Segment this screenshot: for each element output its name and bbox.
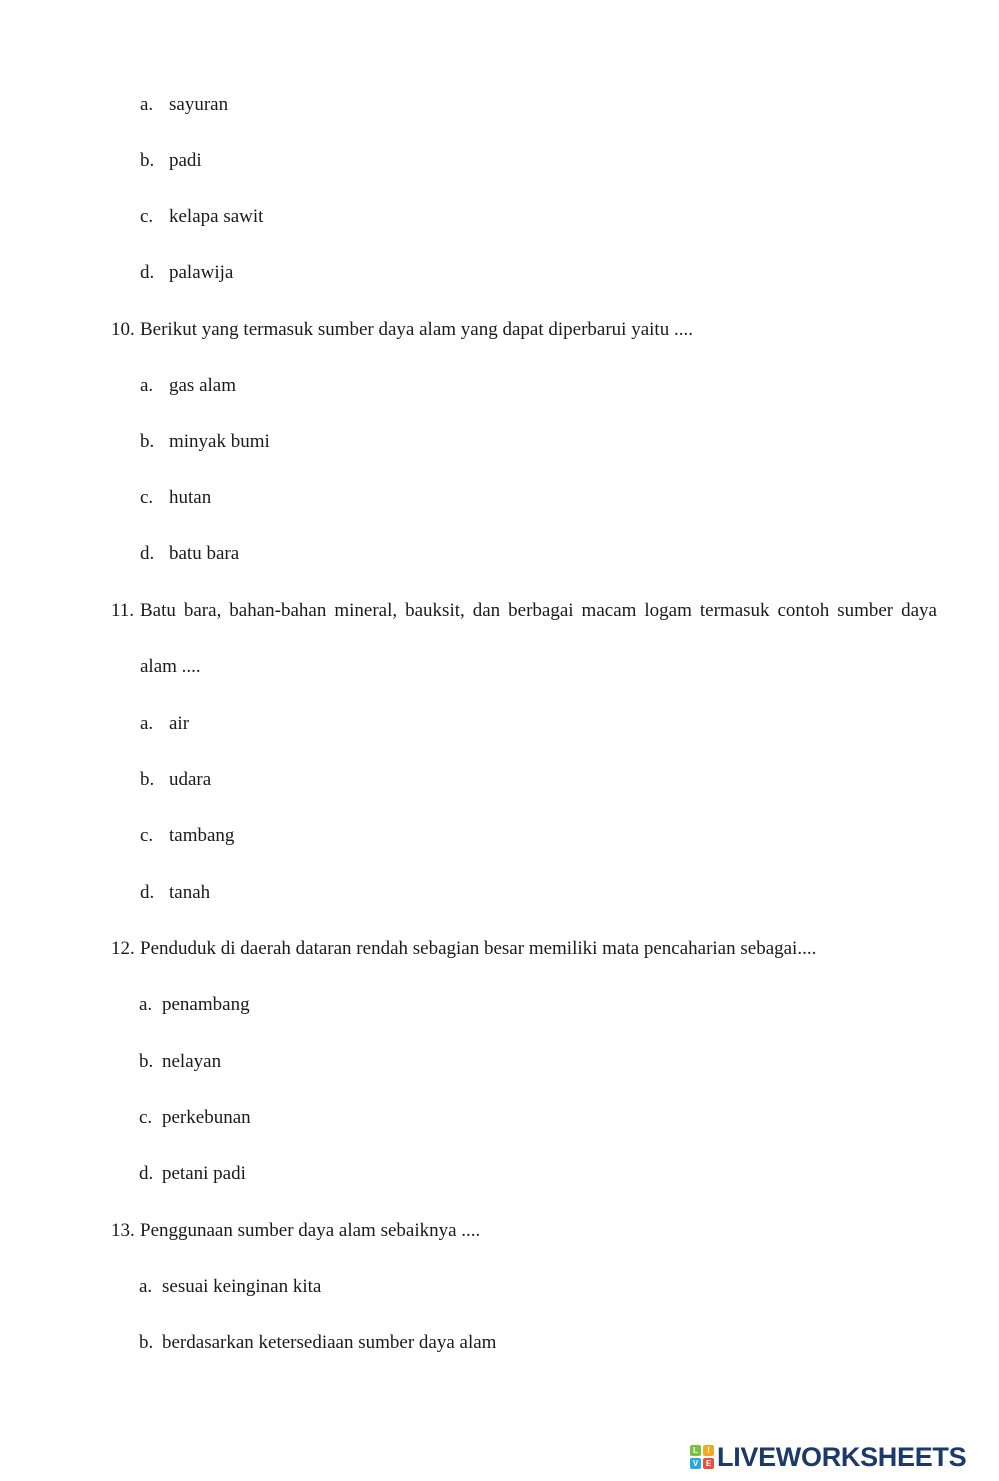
question-number: 12. [111,938,135,959]
option-q9-c[interactable] [140,206,263,228]
option-text: nelayan [162,1051,222,1072]
liveworksheets-logo-text: LIVEWORKSHEETS [717,1441,967,1472]
option-q10-d[interactable] [140,543,239,565]
option-text: hutan [169,487,212,508]
option-text: sayuran [169,94,229,115]
option-text: batu bara [169,543,240,564]
logo-tile: E [703,1458,714,1469]
option-q12-d[interactable] [139,1163,246,1185]
option-text: palawija [169,262,234,283]
option-q11-b[interactable] [140,769,211,791]
option-letter: b. [139,1332,154,1353]
option-letter: b. [140,769,155,790]
option-text: petani padi [162,1163,246,1184]
question-12 [111,938,816,960]
option-text: berdasarkan ketersediaan sumber daya alam [162,1332,497,1353]
question-11-text-line1: Batu bara, bahan-bahan mineral, bauksit, dan berbagai macam logam termasuk contoh sumber daya [140,600,937,621]
option-letter: a. [140,713,154,734]
question-text: Berikut yang termasuk sumber daya alam yang dapat diperbarui yaitu .... [140,319,693,340]
option-text: sesuai keinginan kita [162,1276,322,1297]
option-text: tambang [169,825,235,846]
option-text: kelapa sawit [169,206,264,227]
option-letter: a. [139,994,153,1015]
logo-tile: V [690,1458,701,1469]
option-q11-c[interactable] [140,825,234,847]
liveworksheets-logo-icon [690,1445,714,1469]
option-letter: c. [139,1107,153,1128]
option-q13-b[interactable] [139,1332,496,1354]
option-letter: c. [140,825,154,846]
option-letter: d. [140,882,155,903]
question-11-text-line2: alam .... [140,656,201,677]
question-text: Penggunaan sumber daya alam sebaiknya .... [140,1220,481,1241]
option-q10-b[interactable] [140,431,270,453]
option-q11-a[interactable] [140,713,189,735]
option-q10-a[interactable] [140,375,236,397]
question-13 [111,1220,480,1242]
option-q10-c[interactable] [140,487,211,509]
question-number: 13. [111,1220,135,1241]
option-text: penambang [162,994,250,1015]
question-number: 11. [111,600,135,621]
option-text: air [169,713,190,734]
option-q9-b[interactable] [140,150,202,172]
logo-tile: L [690,1445,701,1456]
option-q12-a[interactable] [139,994,250,1016]
option-letter: a. [139,1276,153,1297]
option-q9-d[interactable] [140,262,233,284]
option-text: perkebunan [162,1107,251,1128]
logo-tile: I [703,1445,714,1456]
option-q11-d[interactable] [140,882,210,904]
option-text: minyak bumi [169,431,270,452]
option-q12-c[interactable] [139,1107,251,1129]
option-text: udara [169,769,212,790]
option-letter: b. [139,1051,154,1072]
option-letter: d. [140,262,155,283]
question-10 [111,319,693,341]
option-letter: a. [140,375,154,396]
option-letter: c. [140,206,154,227]
option-q9-a[interactable] [140,94,228,116]
question-11-number [111,600,134,622]
option-letter: b. [140,150,155,171]
question-text: Penduduk di daerah dataran rendah sebagian besar memiliki mata pencaharian sebagai.... [140,938,817,959]
option-letter: d. [140,543,155,564]
option-q13-a[interactable] [139,1276,321,1298]
option-letter: c. [140,487,154,508]
liveworksheets-logo [690,1440,966,1474]
option-text: gas alam [169,375,237,396]
option-letter: a. [140,94,154,115]
option-letter: d. [139,1163,154,1184]
question-number: 10. [111,319,135,340]
option-letter: b. [140,431,155,452]
option-text: padi [169,150,202,171]
option-q12-b[interactable] [139,1051,221,1073]
option-text: tanah [169,882,211,903]
